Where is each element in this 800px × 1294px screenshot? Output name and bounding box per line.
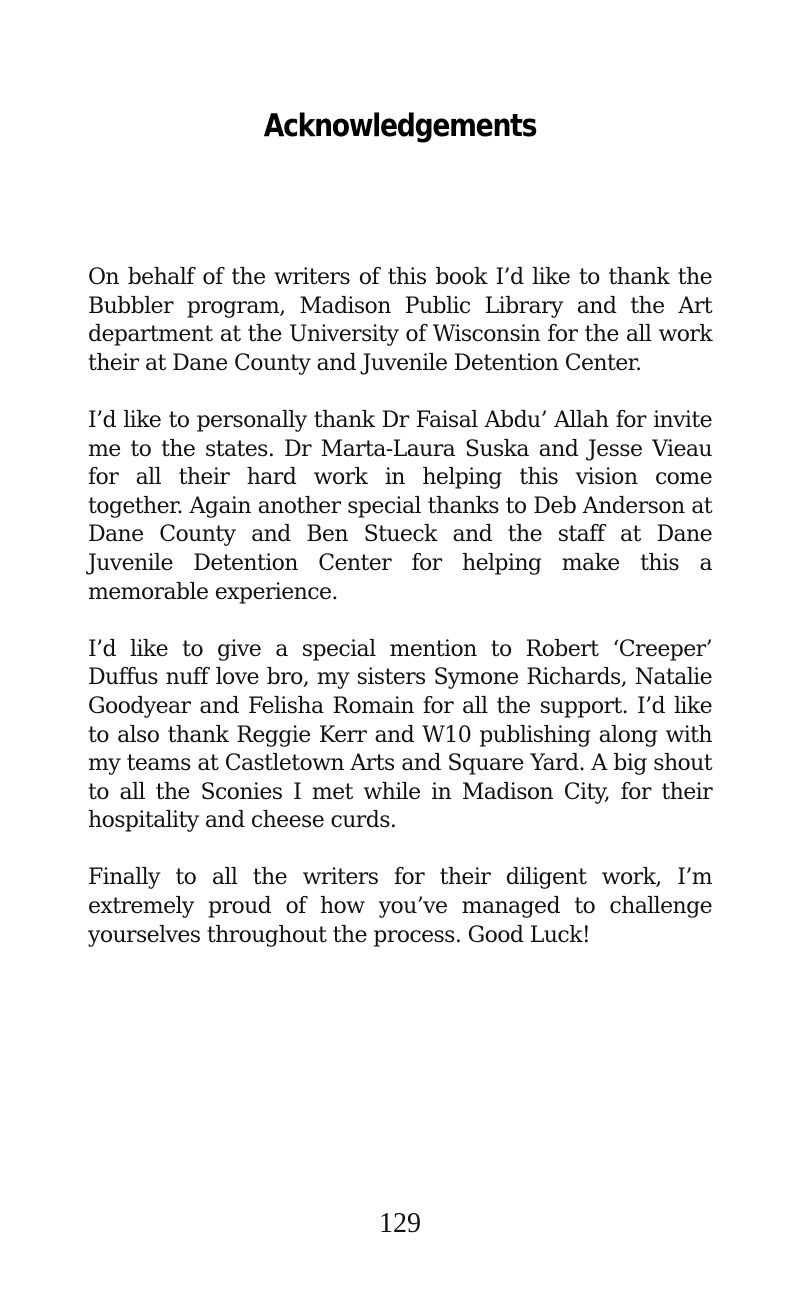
paragraph-4: Finally to all the writers for their diligent work, I’m extremely proud of how you’ve managed to challenge yourselves throughout the process. Good Luck! bbox=[88, 865, 712, 948]
acknowledgements-body bbox=[88, 264, 712, 979]
paragraph-2: I’d like to personally thank Dr Faisal Abdu’ Allah for invite me to the states. Dr Marta-Laura Suska and Jesse Vieau for all their hard work in helping this vision come together. Again another special thanks to Deb Anderson at Dane County and Ben Stueck and the staff at Dane Juvenile Detention Center for helping make this a memorable experience. bbox=[88, 407, 712, 605]
page-title: Acknowledgements bbox=[263, 108, 537, 144]
page-number: 129 bbox=[379, 1208, 421, 1239]
paragraph-3: I’d like to give a special mention to Robert ‘Creeper’ Duffus nuff love bro, my sisters Symone Richards, Natalie Goodyear and Felisha Romain for all the support. I’d like to also thank Reggie Kerr and W10 publishing along with my teams at Castletown Arts and Square Yard. A big shout to all the Sconies I met while in Madison City, for their hospitality and cheese curds. bbox=[88, 636, 712, 834]
paragraph-1: On behalf of the writers of this book I’d like to thank the Bubbler program, Madison Public Library and the Art department at the University of Wisconsin for the all work their at Dane County and Juvenile Detention Center. bbox=[88, 265, 712, 376]
